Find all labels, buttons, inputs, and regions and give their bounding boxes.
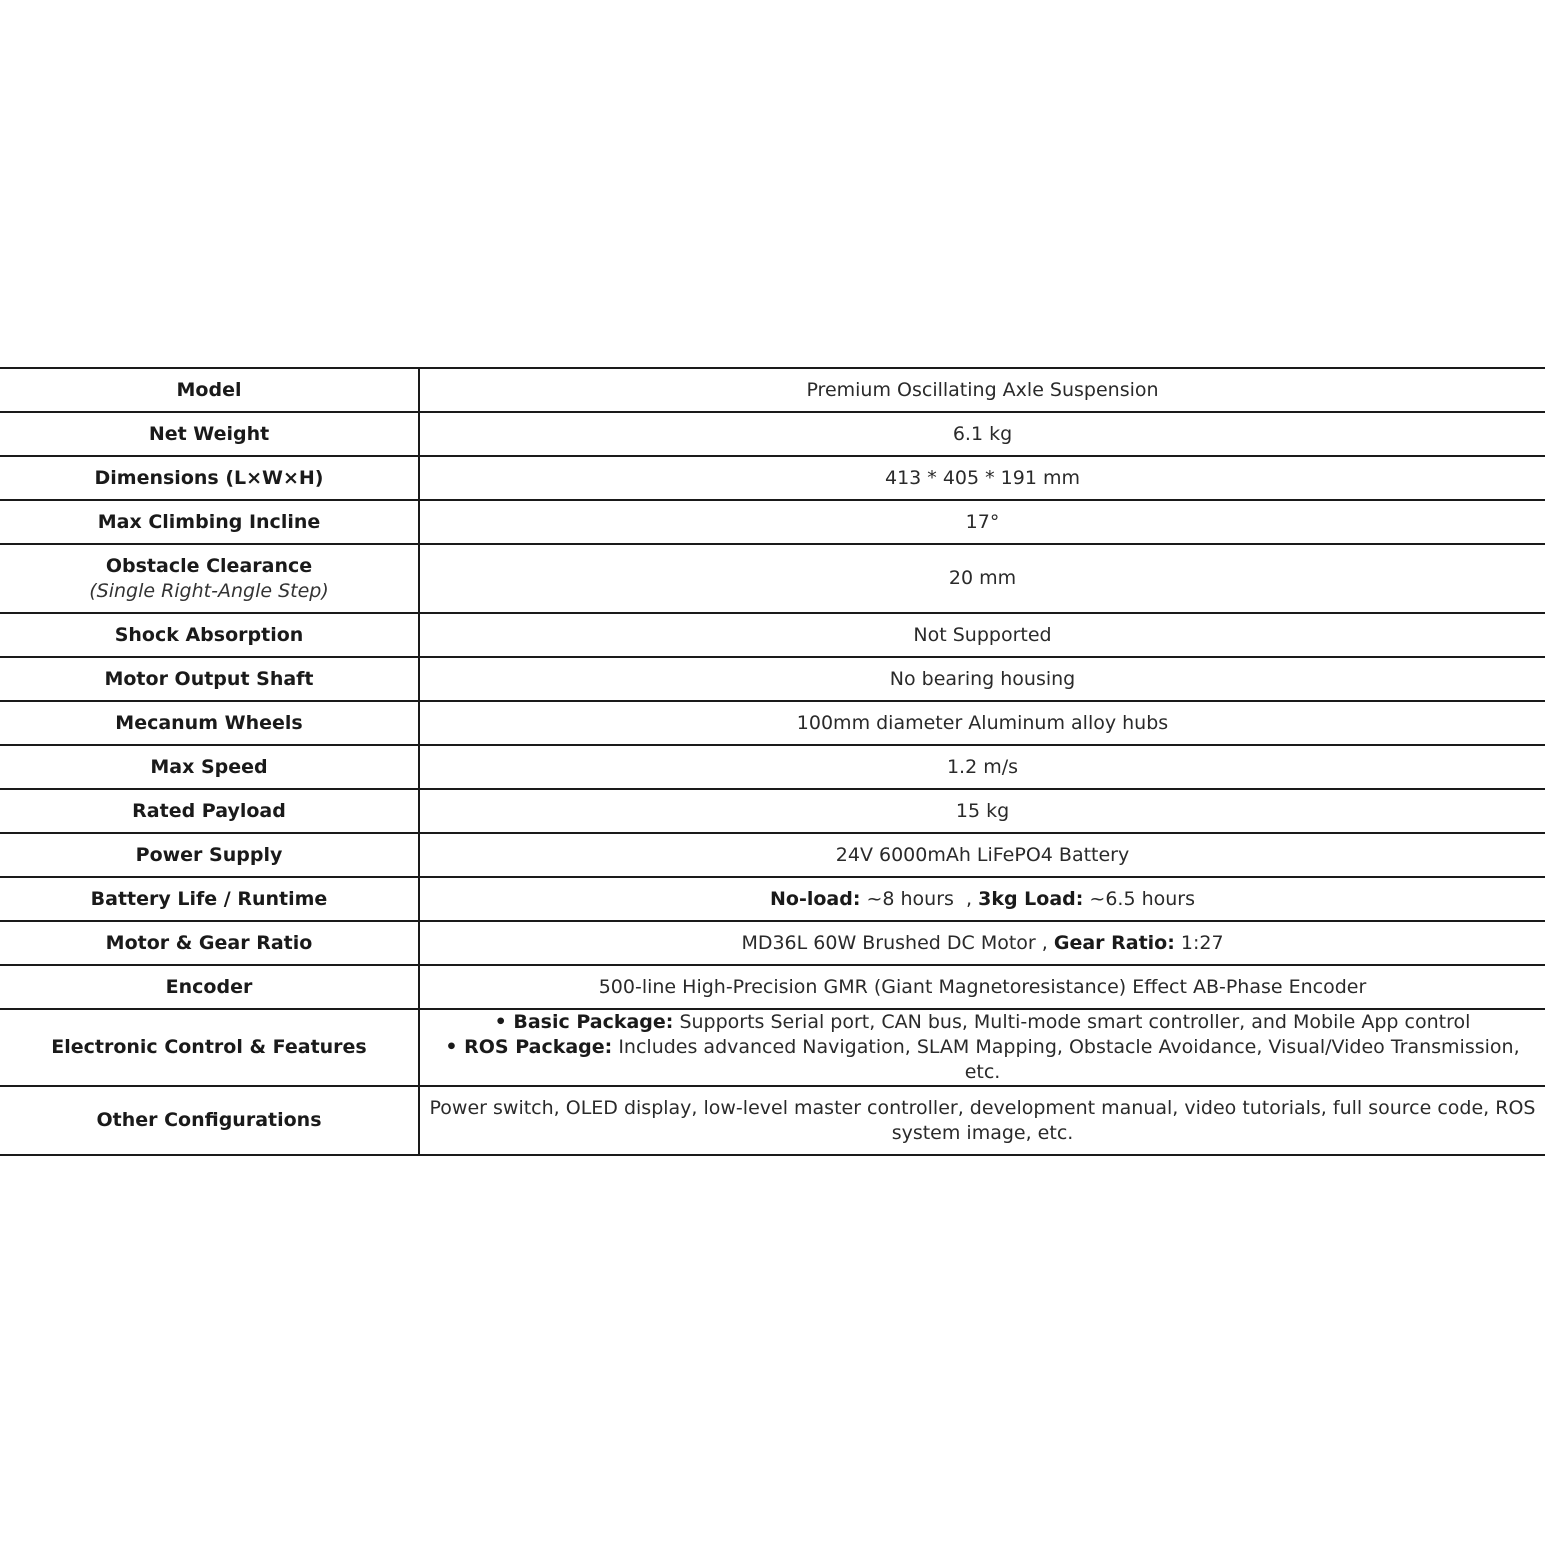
spec-row-wheels [0, 701, 1545, 745]
spec-row-encoder [0, 965, 1545, 1009]
spec-label: Other Configurations [0, 1086, 419, 1155]
spec-row-incline [0, 500, 1545, 544]
spec-label: Motor Output Shaft [0, 657, 419, 701]
spec-value: Power switch, OLED display, low-level master controller, development manual, video tutorials, full source code, ROS system image, etc. [419, 1086, 1545, 1155]
spec-key: 3kg Load: [978, 887, 1084, 910]
spec-label: Encoder [0, 965, 419, 1009]
spec-value [419, 921, 1545, 965]
spec-value: 6.1 kg [419, 412, 1545, 456]
spec-value: 24V 6000mAh LiFePO4 Battery [419, 833, 1545, 877]
spec-value: Not Supported [419, 613, 1545, 657]
spec-text: ~6.5 hours [1083, 887, 1195, 910]
spec-row-motor [0, 921, 1545, 965]
spec-label: Shock Absorption [0, 613, 419, 657]
spec-label: Mecanum Wheels [0, 701, 419, 745]
spec-value: 15 kg [419, 789, 1545, 833]
control-ros-line [428, 1035, 1537, 1085]
spec-label: Model [0, 368, 419, 412]
spec-label: Dimensions (L×W×H) [0, 456, 419, 500]
spec-key: No-load: [769, 887, 861, 910]
spec-label: Battery Life / Runtime [0, 877, 419, 921]
spec-value [419, 1009, 1545, 1086]
spec-text: Supports Serial port, CAN bus, Multi-mode smart controller, and Mobile App control [673, 1011, 1471, 1033]
spec-row-dimensions [0, 456, 1545, 500]
spec-text: MD36L 60W Brushed DC Motor , [741, 931, 1054, 954]
spec-label: Motor & Gear Ratio [0, 921, 419, 965]
spec-label [0, 544, 419, 613]
spec-key: • Basic Package: [494, 1011, 674, 1033]
spec-row-speed [0, 745, 1545, 789]
spec-text: Includes advanced Navigation, SLAM Mapping, Obstacle Avoidance, Visual/Video Transmission, etc. [612, 1036, 1520, 1083]
spec-text: 1:27 [1174, 931, 1224, 954]
spec-label-text: Obstacle Clearance [105, 554, 313, 577]
spec-row-net-weight [0, 412, 1545, 456]
spec-label: Net Weight [0, 412, 419, 456]
spec-value: 100mm diameter Aluminum alloy hubs [419, 701, 1545, 745]
spec-value: 20 mm [419, 544, 1545, 613]
spec-row-obstacle [0, 544, 1545, 613]
spec-label: Rated Payload [0, 789, 419, 833]
spec-value: 413 * 405 * 191 mm [419, 456, 1545, 500]
spec-label: Power Supply [0, 833, 419, 877]
spec-row-shock [0, 613, 1545, 657]
spec-value: No bearing housing [419, 657, 1545, 701]
spec-table [0, 367, 1545, 1156]
spec-text: ~8 hours , [860, 887, 979, 910]
spec-row-control [0, 1009, 1545, 1086]
spec-value [419, 877, 1545, 921]
control-basic-line [428, 1010, 1537, 1035]
spec-row-other [0, 1086, 1545, 1155]
spec-row-power [0, 833, 1545, 877]
spec-label: Electronic Control & Features [0, 1009, 419, 1086]
spec-value: 17° [419, 500, 1545, 544]
spec-row-payload [0, 789, 1545, 833]
spec-label: Max Climbing Incline [0, 500, 419, 544]
spec-key: Gear Ratio: [1053, 931, 1175, 954]
spec-key: • ROS Package: [445, 1036, 613, 1058]
spec-row-battery [0, 877, 1545, 921]
spec-row-model [0, 368, 1545, 412]
spec-row-shaft [0, 657, 1545, 701]
spec-value: 1.2 m/s [419, 745, 1545, 789]
spec-value: 500-line High-Precision GMR (Giant Magnetoresistance) Effect AB-Phase Encoder [419, 965, 1545, 1009]
spec-value: Premium Oscillating Axle Suspension [419, 368, 1545, 412]
spec-label: Max Speed [0, 745, 419, 789]
spec-sublabel: (Single Right-Angle Step) [89, 579, 329, 602]
